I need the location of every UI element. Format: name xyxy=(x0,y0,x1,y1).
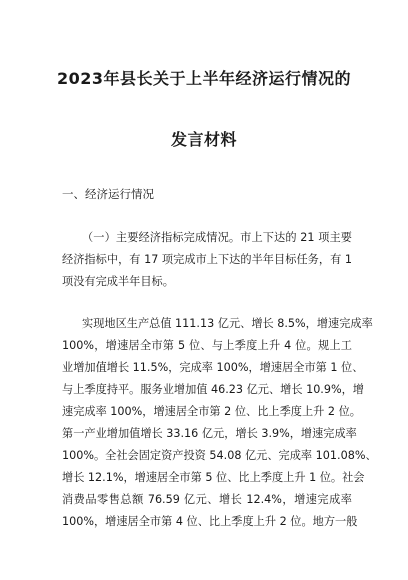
paragraph-1-line: 项没有完成半年目标。 xyxy=(62,275,174,288)
paragraph-2-line: 实现地区生产总值 111.13 亿元、增长 8.5%，增速完成率 xyxy=(82,317,373,330)
paragraph-2-line: 消费品零售总额 76.59 亿元、增长 12.4%，增速完成率 xyxy=(62,493,352,506)
paragraph-2-line: 业增加值增长 11.5%，完成率 100%，增速居全市第 1 位、 xyxy=(62,361,364,374)
document-title-line-2: 发言材料 xyxy=(170,130,237,149)
paragraph-2-line: 100%。全社会固定资产投资 54.08 亿元、完成率 101.08%、 xyxy=(62,449,377,462)
document-title-line-1: 2023年县长关于上半年经济运行情况的 xyxy=(56,69,352,88)
paragraph-2-line: 100%，增速居全市第 4 位、比上季度上升 2 位。地方一般 xyxy=(62,515,358,528)
paragraph-2-line: 第一产业增加值增长 33.16 亿元，增长 3.9%，增速完成率 xyxy=(62,427,357,440)
paragraph-1-line: 经济指标中，有 17 项完成市上下达的半年目标任务，有 1 xyxy=(62,253,352,266)
paragraph-2-line: 100%，增速居全市第 5 位、与上季度上升 4 位。规上工 xyxy=(62,339,352,352)
paragraph-2-line: 速完成率 100%，增速居全市第 2 位、比上季度上升 2 位。 xyxy=(62,405,361,418)
paragraph-2-line: 增长 12.1%，增速居全市第 5 位、比上季度上升 1 位。社会 xyxy=(62,471,365,484)
paragraph-1-line: （一）主要经济指标完成情况。市上下达的 21 项主要 xyxy=(82,231,352,244)
section-heading: 一、经济运行情况 xyxy=(62,187,154,201)
paragraph-2-line: 与上季度持平。服务业增加值 46.23 亿元、增长 10.9%，增 xyxy=(62,383,364,396)
